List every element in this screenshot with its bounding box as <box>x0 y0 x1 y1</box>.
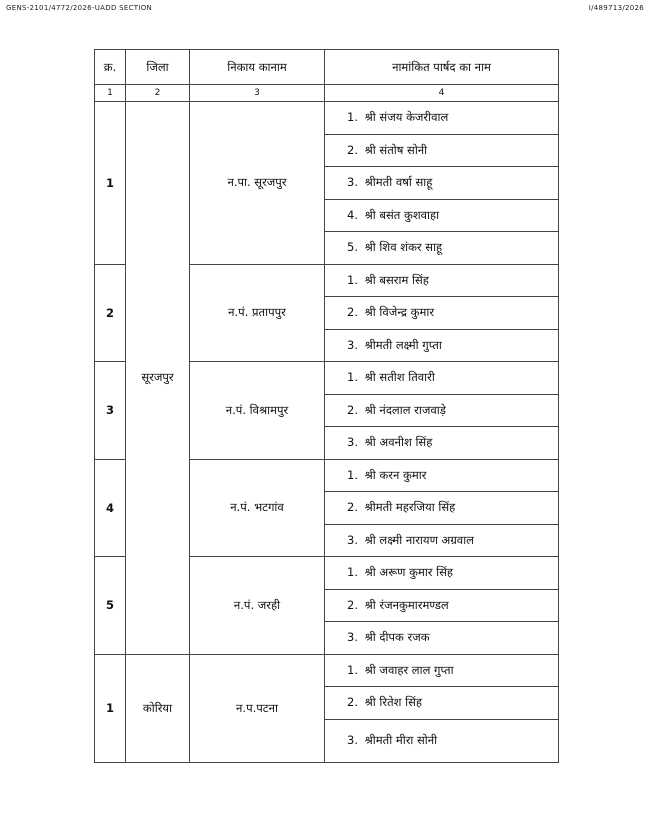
local-body-name: न.पा. सूरजपुर <box>190 102 325 265</box>
councillor-entry <box>325 589 559 622</box>
councillor-name: श्री जवाहर लाल गुप्ता <box>364 662 454 677</box>
councillor-number: 2. <box>347 142 358 157</box>
local-body-name: न.पं. जरही <box>190 557 325 655</box>
councillor-entry <box>325 232 559 265</box>
councillor-number: 2. <box>347 305 358 320</box>
local-body-name: न.पं. विश्रामपुर <box>190 362 325 460</box>
serial-number: 5 <box>95 557 126 655</box>
councillor-name: श्रीमती लक्ष्मी गुप्ता <box>364 337 442 352</box>
serial-number: 4 <box>95 459 126 557</box>
councillor-entry <box>325 719 559 762</box>
councillor-entry <box>325 134 559 167</box>
councillor-number: 3. <box>347 630 358 645</box>
serial-number: 1 <box>95 102 126 265</box>
nominated-councillors-table <box>94 49 559 763</box>
councillor-number: 3. <box>347 532 358 547</box>
district-name: सूरजपुर <box>126 102 190 655</box>
councillor-name: श्री अरूण कुमार सिंह <box>364 565 454 580</box>
councillor-name: श्री दीपक रजक <box>364 630 430 645</box>
col-index: 3 <box>190 85 325 102</box>
councillor-entry <box>325 297 559 330</box>
councillor-name: श्री लक्ष्मी नारायण अग्रवाल <box>364 532 474 547</box>
councillor-entry <box>325 329 559 362</box>
councillor-entry <box>325 394 559 427</box>
councillor-number: 4. <box>347 207 358 222</box>
header-row <box>95 50 559 85</box>
councillor-name: श्रीमती महरजिया सिंह <box>364 500 456 515</box>
councillor-name: श्री अवनीश सिंह <box>364 435 433 450</box>
councillor-name: श्री बसंत कुशवाहा <box>364 207 440 222</box>
councillor-number: 1. <box>347 370 358 385</box>
col-index: 1 <box>95 85 126 102</box>
councillor-number: 2. <box>347 695 358 710</box>
councillor-number: 1. <box>347 565 358 580</box>
col-header-councillor: नामांकित पार्षद का नाम <box>325 50 559 85</box>
councillor-number: 2. <box>347 500 358 515</box>
col-index: 4 <box>325 85 559 102</box>
councillor-entry <box>325 622 559 655</box>
councillor-name: श्री बसराम सिंह <box>364 272 429 287</box>
councillor-entry <box>325 687 559 720</box>
councillor-entry <box>325 524 559 557</box>
councillor-number: 1. <box>347 662 358 677</box>
councillor-entry <box>325 459 559 492</box>
councillor-number: 1. <box>347 467 358 482</box>
table-row <box>95 102 559 135</box>
district-name: कोरिया <box>126 654 190 762</box>
document-reference: GENS-2101/4772/2026-UADD SECTION <box>6 4 153 12</box>
councillor-entry <box>325 492 559 525</box>
councillor-name: श्री संतोष सोनी <box>364 142 428 157</box>
document-number: I/489713/2026 <box>588 4 644 12</box>
councillor-number: 3. <box>347 435 358 450</box>
councillor-number: 2. <box>347 597 358 612</box>
councillor-name: श्री रंजनकुमारमण्डल <box>364 597 449 612</box>
col-header-serial: क्र. <box>95 50 126 85</box>
councillor-entry <box>325 264 559 297</box>
local-body-name: न.पं. प्रतापपुर <box>190 264 325 362</box>
col-index: 2 <box>126 85 190 102</box>
councillor-entry <box>325 362 559 395</box>
councillor-name: श्रीमती मीरा सोनी <box>364 733 438 747</box>
councillor-entry <box>325 654 559 687</box>
councillor-name: श्री रितेश सिंह <box>364 695 423 710</box>
table-row <box>95 654 559 687</box>
councillor-name: श्री सतीश तिवारी <box>364 370 435 385</box>
councillor-number: 1. <box>347 110 358 125</box>
councillor-number: 3. <box>347 733 358 747</box>
councillor-number: 5. <box>347 240 358 255</box>
councillor-number: 1. <box>347 272 358 287</box>
col-header-body: निकाय कानाम <box>190 50 325 85</box>
table-body <box>95 102 559 763</box>
councillor-entry <box>325 427 559 460</box>
local-body-name: न.प.पटना <box>190 654 325 762</box>
councillor-number: 2. <box>347 402 358 417</box>
local-body-name: न.पं. भटगांव <box>190 459 325 557</box>
col-header-district: जिला <box>126 50 190 85</box>
councillor-name: श्री नंदलाल राजवाड़े <box>364 402 446 417</box>
councillor-name: श्रीमती वर्षा साहू <box>364 175 433 190</box>
councillor-name: श्री शिव शंकर साहू <box>364 240 443 255</box>
serial-number: 1 <box>95 654 126 762</box>
councillor-entry <box>325 102 559 135</box>
serial-number: 2 <box>95 264 126 362</box>
councillor-name: श्री संजय केजरीवाल <box>364 110 449 125</box>
councillor-name: श्री विजेन्द्र कुमार <box>364 305 435 320</box>
column-index-row <box>95 85 559 102</box>
councillor-number: 3. <box>347 337 358 352</box>
councillor-entry <box>325 167 559 200</box>
serial-number: 3 <box>95 362 126 460</box>
councillor-number: 3. <box>347 175 358 190</box>
councillor-name: श्री करन कुमार <box>364 467 427 482</box>
councillor-entry <box>325 557 559 590</box>
councillor-entry <box>325 199 559 232</box>
